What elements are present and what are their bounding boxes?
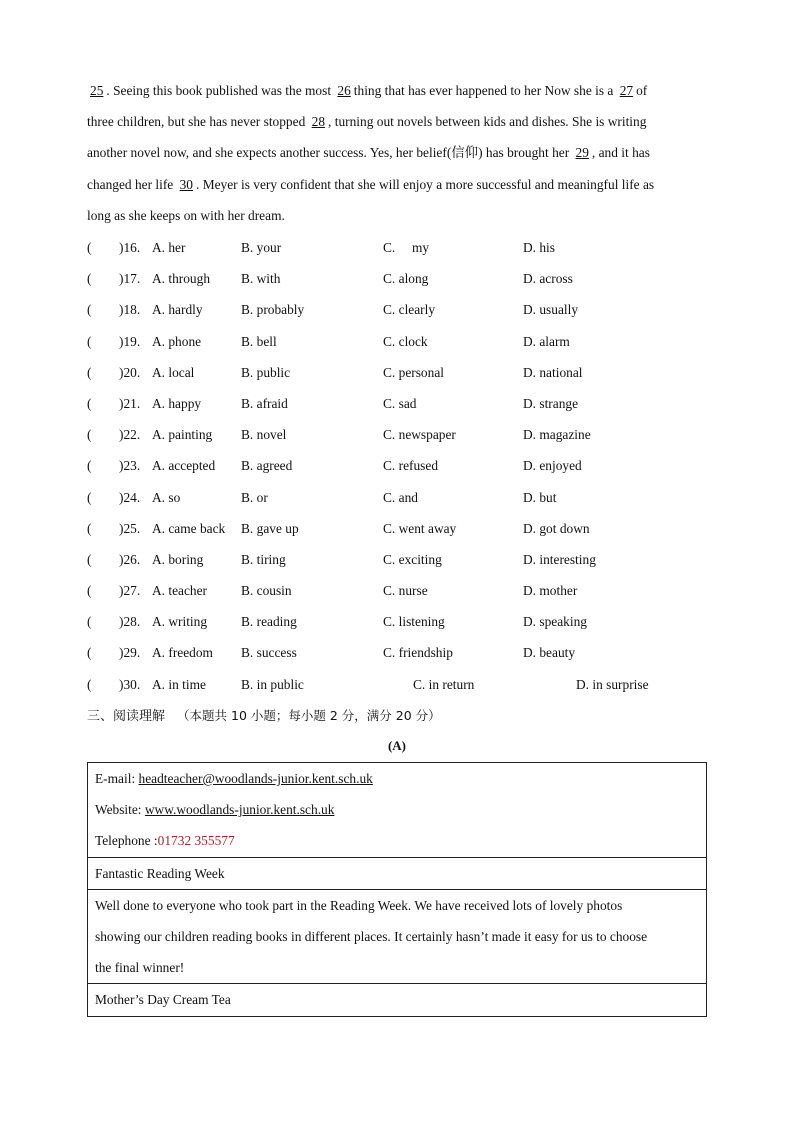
reading-week-body: Well done to everyone who took part in the Reading Week. We have received lots of lovely photos showing our children reading books in different places. It certainly hasn’t made it easy for us to choose the final winner! [88, 889, 707, 984]
question-row: ( )18. A. hardly B. probably C. clearly D. usually [87, 294, 707, 325]
option-a: A. boring [152, 551, 204, 567]
table-row [88, 763, 707, 858]
option-b: B. probably [241, 302, 305, 318]
option-b: B. gave up [241, 520, 299, 536]
question-row: ( )23. A. accepted B. agreed C. refused D. enjoyed [87, 450, 707, 481]
question-row: ( )20. A. local B. public C. personal D. national [87, 357, 707, 388]
blank-29: 29 [575, 145, 589, 161]
option-c: C. and [383, 489, 418, 505]
option-b: B. tiring [241, 551, 286, 567]
question-row: ( )29. A. freedom B. success C. friendship D. beauty [87, 637, 707, 668]
option-c: C. sad [383, 395, 417, 411]
email-link[interactable]: headteacher@woodlands-junior.kent.sch.uk [138, 771, 373, 786]
option-a: A. writing [152, 614, 208, 630]
option-a: A. phone [152, 333, 202, 349]
option-b: B. bell [241, 333, 277, 349]
option-c: C. went away [383, 520, 457, 536]
option-b: B. or [241, 489, 268, 505]
option-c: C. clearly [383, 302, 436, 318]
option-d: D. strange [523, 395, 579, 411]
option-c: C. friendship [383, 645, 453, 661]
option-a: A. painting [152, 427, 213, 443]
question-row: ( )28. A. writing B. reading C. listening D. speaking [87, 606, 707, 637]
option-d: D. alarm [523, 333, 570, 349]
passage-line-2: three children, but she has never stopped 28 , turning out novels between kids and dishes. She is writing [87, 114, 647, 130]
table-row [88, 857, 707, 889]
option-a: A. freedom [152, 645, 213, 661]
option-d: D. got down [523, 520, 590, 536]
question-row: ( )22. A. painting B. novel C. newspaper D. magazine [87, 419, 707, 450]
option-b: B. with [241, 271, 281, 287]
passage-line-3: another novel now, and she expects another success. Yes, her belief(信仰) has brought her 29 , and it has [87, 145, 650, 161]
website-link[interactable]: www.woodlands-junior.kent.sch.uk [144, 802, 335, 818]
option-d: D. enjoyed [523, 458, 582, 474]
option-d: D. national [523, 364, 583, 380]
table-row [88, 889, 707, 984]
option-a: A. came back [152, 520, 226, 536]
passage-line-4: changed her life 30 . Meyer is very confident that she will enjoy a more successful and meaningful life as [87, 176, 655, 192]
option-c: C. nurse [383, 583, 428, 599]
option-a: A. in time [152, 676, 206, 692]
option-b: B. afraid [241, 395, 288, 411]
option-c: C. in return [413, 676, 475, 692]
option-d: D. his [523, 240, 555, 255]
option-c: C. listening [383, 614, 445, 630]
option-b: B. cousin [241, 583, 292, 599]
blank-28: 28 [311, 114, 326, 130]
blank-30: 30 [179, 176, 193, 192]
contact-cell: E-mail: headteacher@woodlands-junior.kent.sch.uk Website: www.woodlands-junior.kent.sch.uk Telephone :01732 355577 [88, 763, 707, 858]
option-b: B. your [241, 240, 282, 255]
cloze-passage [87, 75, 707, 231]
option-a: A. her [152, 240, 186, 255]
school-notice-table [87, 762, 707, 1017]
question-row: ( )19. A. phone B. bell C. clock D. alarm [87, 326, 707, 357]
option-d: D. across [523, 271, 573, 287]
question-row: ( )24. A. so B. or C. and D. but [87, 482, 707, 513]
option-b: B. novel [241, 427, 287, 443]
option-a: A. hardly [152, 302, 203, 318]
option-c: C. along [383, 271, 429, 287]
question-row: ( )17. A. through B. with C. along D. across [87, 263, 707, 294]
option-d: D. mother [523, 583, 578, 599]
question-row: ( )27. A. teacher B. cousin C. nurse D. mother [87, 575, 707, 606]
option-a: A. teacher [152, 583, 208, 599]
section-subtitle: （本题共 10 小题；每小题 2 分，满分 20 分） [177, 708, 441, 723]
blank-27: 27 [619, 83, 634, 98]
option-b: B. reading [241, 614, 297, 630]
option-d: D. usually [523, 302, 579, 318]
question-row: ( )21. A. happy B. afraid C. sad D. strange [87, 388, 707, 419]
option-c: C. refused [383, 458, 439, 474]
question-row: ( )16. A. her B. your C. my D. his [87, 232, 707, 263]
option-a: A. accepted [152, 458, 216, 474]
option-d: D. beauty [523, 645, 576, 661]
option-a: A. happy [152, 395, 202, 411]
option-c: C. newspaper [383, 427, 456, 443]
mothers-day-title: Mother’s Day Cream Tea [88, 984, 707, 1016]
option-b: B. agreed [241, 458, 293, 474]
passage-line-1: 25 . Seeing this book published was the most 26 thing that has ever happened to her Now she is a 27 of [87, 75, 707, 106]
option-a: A. local [152, 364, 195, 380]
question-row: ( )26. A. boring B. tiring C. exciting D. interesting [87, 544, 707, 575]
option-b: B. success [241, 645, 297, 661]
passage-line-5: long as she keeps on with her dream. [87, 207, 285, 223]
option-d: D. speaking [523, 614, 587, 630]
blank-26: 26 [337, 83, 351, 98]
question-row: ( )30. A. in time B. in public C. in return D. in surprise [87, 669, 707, 700]
blank-25: 25 [90, 83, 104, 98]
option-c: C. exciting [383, 551, 442, 567]
telephone-number: 01732 355577 [157, 833, 235, 849]
option-a: A. so [152, 489, 181, 505]
option-b: B. public [241, 364, 291, 380]
option-d: D. but [523, 489, 557, 505]
passage-label: (A) [387, 738, 407, 753]
option-d: D. magazine [523, 427, 591, 443]
option-d: D. interesting [523, 551, 596, 567]
option-c: C. personal [383, 364, 444, 380]
option-a: A. through [152, 271, 211, 287]
question-row: ( )25. A. came back B. gave up C. went away D. got down [87, 513, 707, 544]
table-row [88, 984, 707, 1016]
section-heading [87, 700, 441, 732]
option-b: B. in public [241, 676, 304, 692]
option-c: C. my [383, 240, 430, 255]
question-options [87, 232, 707, 700]
option-c: C. clock [383, 333, 428, 349]
section-title: 三、阅读理解 [87, 709, 166, 724]
option-d: D. in surprise [576, 676, 649, 692]
reading-week-title: Fantastic Reading Week [88, 857, 707, 889]
